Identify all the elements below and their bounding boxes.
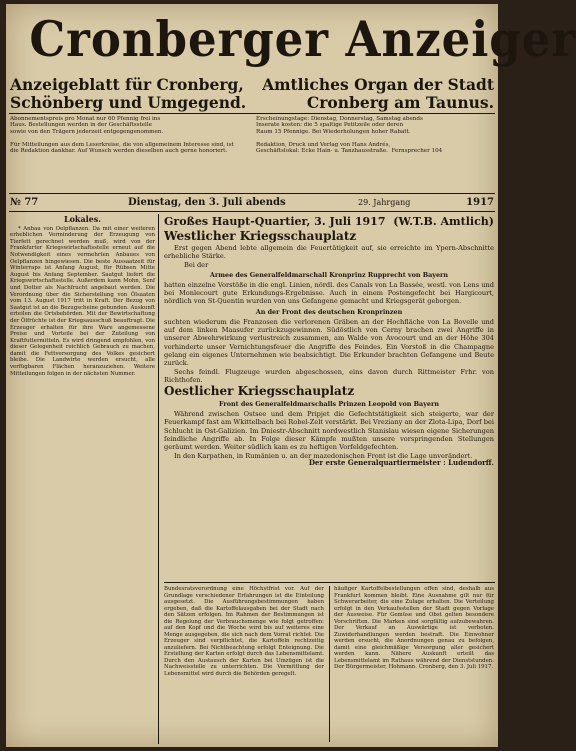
lower-columns bbox=[164, 586, 494, 742]
rupprecht-heading: Armee des Generalfeldmarschall Kronprinz Rupprecht von Bayern bbox=[209, 270, 449, 279]
subtitle-left-line1: Anzeigeblatt für Cronberg, bbox=[10, 75, 244, 94]
info-right: Erscheinungstage: Dienstag, Donnerstag, Samstag abends Inserate kosten: die 5 spaltige Petitzeile oder deren Raum 15 Pfennige. Bei Wiederholungen hoher Rabatt. Redaktion, Druck und Verlag von Hans Andrés, Geschäftslokal: Ecke Hain- u. Tanzhausstraße. Fernsprecher 104 bbox=[256, 116, 443, 155]
news-column bbox=[164, 216, 494, 467]
ost-paragraph-1: Während zwischen Ostsee und dem Pripjet die Gefechtstätigkeit sich steigerte, war der Feuerkampf fast am Wkittelbach bei Robel-Zelt verstärkt. Bei Vreziany an der Zlota-Lipa, Dorf bei Schlucht in Ost-Galizien. Im Dniestr-Abschnitt nordwestlich Stanislau wiesen eigene Sicherungen feindliche Angriffe ab. In Folge dieser Kämpfe mußten unsere vorspringenden Stellungen geräumt werden. Weiter südlich kam es zu heftigen Vorfeldgefechten. bbox=[164, 410, 494, 452]
lokales-heading: Lokales. bbox=[63, 214, 102, 224]
issue-number: № 77 bbox=[10, 197, 39, 208]
dateline-rule-top bbox=[9, 193, 495, 194]
bei-der: Bei der bbox=[184, 260, 209, 269]
west-paragraph-2: hatten einzelne Vorstöße in die engl. Linien, nördl. des Canals von La Bassée, westl. von Lens und bei Monlecourt gute Erkundungs-Ergebnisse. Auch in einem Postengefecht bei Hargicourt, nördlich von St-Quentin wurden von uns Gefangene gemacht und Kriegsgerät geborgen. bbox=[164, 280, 494, 306]
leopold-heading: Front des Generalfeldmarschalls Prinzen Leopold von Bayern bbox=[218, 400, 439, 409]
masthead-subtitle-left bbox=[10, 76, 246, 112]
subtitle-right-line1: Amtliches Organ der Stadt bbox=[262, 75, 494, 94]
ost-heading: Oestlicher Kriegsschauplatz bbox=[164, 384, 355, 399]
hq-line bbox=[164, 216, 494, 229]
rumaenien-line: In den Karpathen, in Rumänien u. an der mazedonischen Front ist die Lage unverändert. bbox=[174, 451, 473, 460]
lower-rule bbox=[164, 582, 495, 583]
wtb-label: (W.T.B. Amtlich) bbox=[393, 215, 494, 228]
west-heading: Westlicher Kriegsschauplatz bbox=[164, 229, 357, 243]
masthead-subtitle-right bbox=[262, 76, 494, 112]
lower-column-1: Bundesratsverordnung eine Höchstfrist vor. Auf der Grundlage verschiedener Erfahrungen ist die Einteilung ausgesetzt. Die Ausführungsbestimmungen haben ergeben, daß die Kartoffelausgaben bei der Stadt nach den Sätzen erfolgen. Im Rahmen der Bestimmungen ist die Regelung der Verbrauchsmenge wie folgt getroffen: auf den Kopf und die Woche wird bis auf weiteres eine Menge ausgegeben, die sich nach dem Vorrat richtet. Die Erzeuger sind verpflichtet, die Kartoffeln rechtzeitig anzuliefern. Bei Nichtbeachtung erfolgt Enteignung. Die Erstellung der Karten erfolgt durch das Lebensmittelamt. Durch den Austausch der Karten bei Umzügen ist die Nachweisstelle zu unterrichten. Die Vermittlung der Lebensmittel wird durch die Behörden geregelt. bbox=[164, 586, 324, 677]
masthead-title: Cronberger Anzeiger bbox=[29, 10, 576, 68]
dateline-rule-bottom bbox=[9, 211, 495, 212]
newspaper-page bbox=[6, 4, 576, 747]
issue-jahrgang: 29. Jahrgang bbox=[358, 198, 411, 207]
issue-date: Dienstag, den 3. Juli abends bbox=[128, 197, 286, 208]
west-paragraph-4: Sechs feindl. Flugzeuge wurden abgeschossen, eins davon durch Rittmeister Frhr. von Richthofen. bbox=[164, 367, 494, 384]
signature: Der erste Generalquartiermeister : Ludendorff. bbox=[308, 457, 494, 467]
an-der: An der bbox=[255, 307, 280, 316]
west-paragraph-1: Erst gegen Abend lebte allgemein die Feuertätigkeit auf, sie erreichte im Ypern-Abschnitte erhebliche Stärke. bbox=[164, 244, 494, 261]
lower-column-2: häufiger Kartoffelbestellungen offen sind, deshalb aus Frankfurt kommen bleibt. Eine Ausnahme gilt nur für Schwerarbeiter, die eine Zulage erhalten. Die Verteilung erfolgt in den Verkaufsstellen der Stadt gegen Vorlage der Ausweise. Für Gemüse und Obst gelten besondere Vorschriften. Die Marken sind sorgfältig aufzubewahren. Der Verkauf an Auswärtige ist verboten. Zuwiderhandlungen werden bestraft. Die Einwohner werden ersucht, die Anordnungen genau zu befolgen, damit eine gleichmäßige Versorgung aller gesichert werden kann. Nähere Auskunft erteilt das Lebensmittelamt im Rathaus während der Dienststunden. Der Bürgermeister, Hohmann. Cronberg, den 3. Juli 1917. bbox=[334, 586, 494, 670]
lokales-text: * Anbau von Oelpflanzen. Da mit einer weiteren erheblichen Verminderung der Erzeugung von Tierfett gerechnet werden muß, wird von der Frankfurter Kriegswirtschaftsstelle erneut auf die Notwendigkeit eines vermehrten Anbaues von Oelpflanzen hingewiesen. Die beste Aussaatzeit für Winterraps ist Anfang August, für Rübsen Mitte August bis Anfang September. Saatgut liefert die Kriegswirtschaftsstelle. Außerdem kann Mohn, Senf und Dotter als Nachfrucht angebaut werden. Die Verordnung über die Sicherstellung von Ölsaaten vom 13. August 1917 tritt in Kraft. Der Bezug von Saatgut ist an die Bezugscheine gebunden. Auskunft erteilen die Ortsbehörden. Mit der Bewirtschaftung der Ölfrüchte ist der Kriegsausschuß beauftragt. Die Erzeuger erhalten für ihre Ware angemessene Preise und Vorteile bei der Zuteilung von Kraftfuttermitteln. Es wird dringend empfohlen, von dieser Gelegenheit reichlich Gebrauch zu machen, damit die Fettversorgung des Volkes gesichert bleibe. Die Landwirte werden ersucht, alle verfügbaren Flächen heranzuziehen. Weitere Mitteilungen folgen in der nächsten Nummer. bbox=[10, 225, 155, 377]
subtitle-right-line2: Cronberg am Taunus. bbox=[306, 93, 494, 112]
subtitle-left-line2: Schönberg und Umgegend. bbox=[10, 93, 247, 112]
hq-heading: Großes Haupt-Quartier, 3. Juli 1917 bbox=[164, 215, 386, 228]
column-divider bbox=[158, 214, 159, 744]
info-left: Abonnementspreis pro Monat nur 60 Pfennig frei ins Haus. Bestellungen werden in der Geschäftsstelle sowie von den Trägern jederzeit entgegengenommen. Für Mitteilungen aus dem Leserkreise, die von allgemeinem Interesse sind, ist die Redaktion dankbar. Auf Wunsch werden dieselben auch gerne honoriert. bbox=[10, 116, 234, 155]
west-paragraph-3: suchten wiederum die Franzosen die verlorenen Gräben an der Hochfläche von La Bovelle und auf dem linken Maasufer zurückzugewinnen. Südöstlich von Cerny brachen zwei Angriffe in unserer Abwehrwirkung verlustreich zusammen, am Walde von Avocourt und an der Höhe 304 verhinderte unser Vernichtungsfeuer die Angriffe des Feindes. Ein Vorstoß in die Champagne gelang ein eigenes Unternehmen wie beabsichtigt. Die Erkunder brachten Gefangene und Beute zurück. bbox=[164, 317, 494, 368]
lokales-column bbox=[10, 216, 155, 742]
masthead-rule bbox=[9, 113, 495, 114]
issue-year: 1917 bbox=[466, 197, 494, 208]
kronprinz-heading bbox=[164, 308, 494, 316]
kronprinz-title: Front des deutschen Kronprinzen bbox=[281, 307, 403, 316]
lower-divider bbox=[329, 586, 330, 742]
